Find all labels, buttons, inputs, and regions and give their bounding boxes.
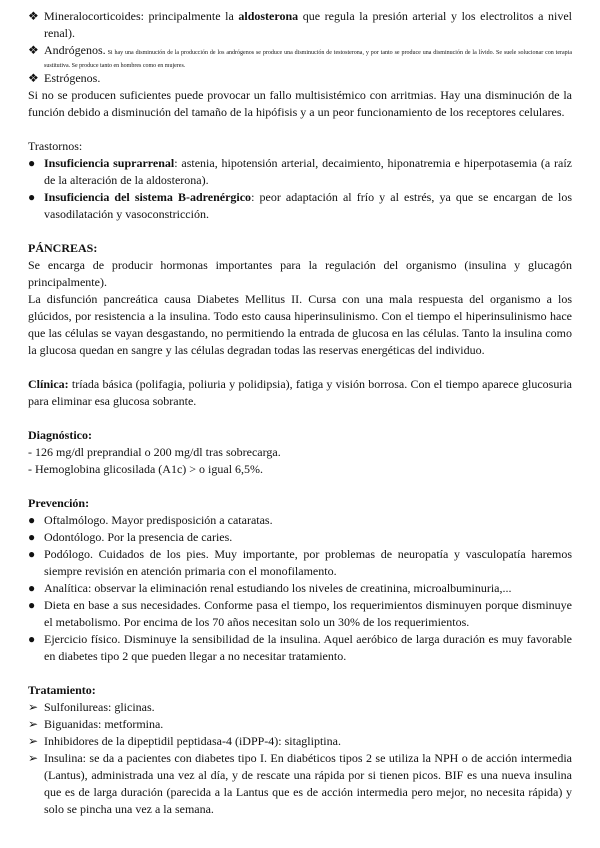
arrow-bullet-icon: ➢ xyxy=(28,700,39,714)
dot-bullet-icon: ● xyxy=(28,547,36,561)
dot-bullet-icon: ● xyxy=(28,156,36,170)
diagnostico-line: - Hemoglobina glicosilada (A1c) > o igual 6,5%. xyxy=(28,462,264,476)
diamond-bullet-icon: ❖ xyxy=(28,9,39,23)
pancreas-heading: PÁNCREAS: xyxy=(28,241,98,255)
trastornos-heading: Trastornos: xyxy=(28,139,83,153)
arrow-bullet-icon: ➢ xyxy=(28,751,39,765)
list-item: ● Analítica: observar la eliminación renal estudiando los niveles de creatinina, microalbuminuria,... xyxy=(28,581,512,595)
list-item: ● Insuficiencia suprarrenal: astenia, hipotensión arterial, decaimiento, hiponatremia e hiperpotasemia (a raíz de la alteración de la aldosterona). xyxy=(28,156,573,187)
list-item: ❖ Mineralocorticoides: principalmente la aldosterona que regula la presión arterial y los electrolitos a nivel renal). xyxy=(28,9,572,40)
diamond-bullet-icon: ❖ xyxy=(28,71,39,85)
document-page xyxy=(28,8,572,818)
list-item: ➢ Insulina: se da a pacientes con diabetes tipo I. En diabéticos tipos 2 se utiliza la NPH o de acción intermedia (Lantus), administrada una vez al día, y de rescate una rápida por si tienen picos. BIF es una nueva insulina que es de larga duración (parecida a la Lantus que es de acción intermedia pero mejor, no necesita rápida) y solo se pincha una vez a la semana. xyxy=(28,751,572,816)
list-item: ● Ejercicio físico. Disminuye la sensibilidad de la insulina. Aquel aeróbico de larga duración es muy favorable en diabetes tipo 2 que pueden llegar a no necesitar tratamiento. xyxy=(28,632,572,663)
arrow-bullet-icon: ➢ xyxy=(28,717,39,731)
trastornos-list xyxy=(28,155,572,223)
list-item: ➢ Inhibidores de la dipeptidil peptidasa-4 (iDPP-4): sitagliptina. xyxy=(28,734,341,748)
diagnostico-heading: Diagnóstico: xyxy=(28,428,92,442)
list-item: ➢ Sulfonilureas: glicinas. xyxy=(28,700,155,714)
list-item: ● Podólogo. Cuidados de los pies. Muy importante, por problemas de neuropatía y vasculopatía haremos siempre revisión en atención primaria con el monofilamento. xyxy=(28,547,572,578)
hormone-list xyxy=(28,8,572,87)
prevencion-list xyxy=(28,512,572,665)
dot-bullet-icon: ● xyxy=(28,513,36,527)
diagnostico-line: - 126 mg/dl preprandial o 200 mg/dl tras sobrecarga. xyxy=(28,445,281,459)
list-item: ● Dieta en base a sus necesidades. Conforme pasa el tiempo, los requerimientos disminuyen porque disminuye el metabolismo. Por encima de los 70 años necesitan solo un 30% de los requerimientos. xyxy=(28,598,572,629)
pancreas-paragraph-1: Se encarga de producir hormonas importantes para la regulación del organismo (insulina y glucagón principalmente). xyxy=(28,258,572,289)
diamond-bullet-icon: ❖ xyxy=(28,43,39,57)
tratamiento-list xyxy=(28,699,572,818)
clinica-paragraph: Clínica: tríada básica (polifagia, poliuria y polidipsia), fatiga y visión borrosa. Con el tiempo aparece glucosuria para eliminar esa glucosa sobrante. xyxy=(28,377,572,408)
intro-paragraph: Si no se producen suficientes puede provocar un fallo multisistémico con arritmias. Hay una disminución de la función debido a disminución del tamaño de la hipófisis y a un peor funcionamiento de los receptores celulares. xyxy=(28,88,572,119)
list-item: ● Odontólogo. Por la presencia de caries. xyxy=(28,530,233,544)
dot-bullet-icon: ● xyxy=(28,598,36,612)
arrow-bullet-icon: ➢ xyxy=(28,734,39,748)
list-item: ➢ Biguanidas: metformina. xyxy=(28,717,164,731)
list-item: ❖ Estrógenos. xyxy=(28,71,101,85)
pancreas-paragraph-2: La disfunción pancreática causa Diabetes Mellitus II. Cursa con una mala respuesta del organismo a los glúcidos, por resistencia a la insulina. Todo esto causa hiperinsulinismo. Con el tiempo el hiperinsulinismo hace que las células se vayan desgastando, no permitiendo la entrada de glucosa en las células. Tanto la insulina como la glucosa quedan en sangre y las células degradan todas las reservas energéticas del individuo. xyxy=(28,292,572,357)
dot-bullet-icon: ● xyxy=(28,632,36,646)
tratamiento-heading: Tratamiento: xyxy=(28,683,96,697)
dot-bullet-icon: ● xyxy=(28,581,36,595)
dot-bullet-icon: ● xyxy=(28,530,36,544)
list-item: ● Oftalmólogo. Mayor predisposición a cataratas. xyxy=(28,513,273,527)
list-item: ❖ Andrógenos. Si hay una disminución de la producción de los andrógenos se produce una disminución de testosterona, y por tanto se produce una disminución de la lívido. Se suele solucionar con terapia sustitutiva. Se produce tanto en hombres como en mujeres. xyxy=(28,43,572,69)
prevencion-heading: Prevención: xyxy=(28,496,90,510)
dot-bullet-icon: ● xyxy=(28,190,36,204)
list-item: ● Insuficiencia del sistema B-adrenérgico: peor adaptación al frío y al estrés, ya que se encargan de los vasodilatación y vasoconstricción. xyxy=(28,190,572,221)
